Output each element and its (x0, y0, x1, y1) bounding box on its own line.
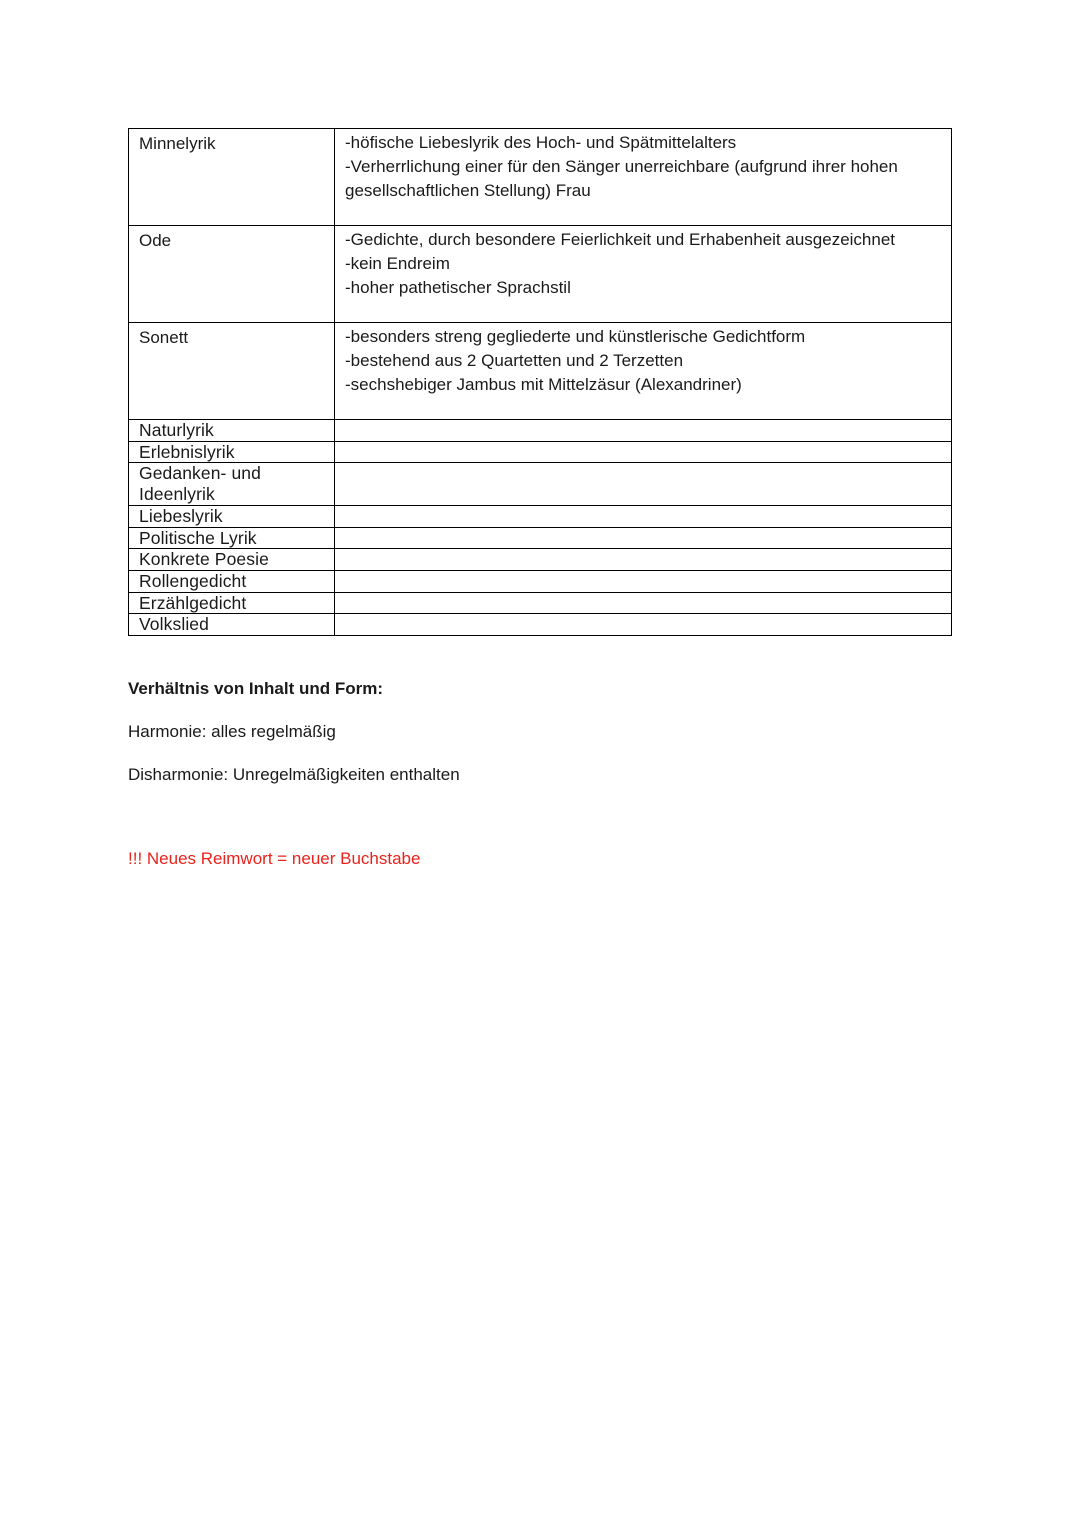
term-cell: Ode (129, 226, 335, 323)
empty-definition-cell (335, 614, 952, 636)
definition-line: -bestehend aus 2 Quartetten und 2 Terzetten (345, 351, 684, 370)
empty-definition-cell (335, 549, 952, 571)
empty-definition-cell (335, 592, 952, 614)
definition-cell (335, 323, 952, 420)
definition-line: -Verherrlichung einer für den Sänger unerreichbare (aufgrund ihrer hohen gesellschaftlichen Stellung) Frau (345, 157, 898, 200)
red-note: !!! Neues Reimwort = neuer Buchstabe (128, 849, 421, 868)
term-cell: Gedanken- und Ideenlyrik (129, 463, 335, 506)
harmonie-text: Harmonie: alles regelmäßig (128, 722, 336, 741)
definition-line: -höfische Liebeslyrik des Hoch- und Spätmittelalters (345, 133, 737, 152)
table-row (129, 129, 952, 226)
table-row (129, 441, 952, 463)
empty-definition-cell (335, 527, 952, 549)
table-row (129, 549, 952, 571)
table-row (129, 420, 952, 442)
empty-definition-cell (335, 463, 952, 506)
term-cell: Liebeslyrik (129, 506, 335, 528)
table-row (129, 592, 952, 614)
term-cell: Naturlyrik (129, 420, 335, 442)
table-row (129, 323, 952, 420)
table-row (129, 226, 952, 323)
term-cell: Politische Lyrik (129, 527, 335, 549)
definition-line: -kein Endreim (345, 254, 450, 273)
term-cell: Konkrete Poesie (129, 549, 335, 571)
definition-line: -Gedichte, durch besondere Feierlichkeit und Erhabenheit ausgezeichnet (345, 230, 896, 249)
empty-definition-cell (335, 570, 952, 592)
term-cell: Erzählgedicht (129, 592, 335, 614)
definition-line: -besonders streng gegliederte und künstlerische Gedichtform (345, 327, 806, 346)
empty-definition-cell (335, 441, 952, 463)
term-cell: Erlebnislyrik (129, 441, 335, 463)
disharmonie-text: Disharmonie: Unregelmäßigkeiten enthalten (128, 765, 460, 784)
definition-cell (335, 226, 952, 323)
term-cell: Volkslied (129, 614, 335, 636)
table-row (129, 527, 952, 549)
definition-cell (335, 129, 952, 226)
section-heading: Verhältnis von Inhalt und Form: (128, 679, 384, 698)
table-row (129, 614, 952, 636)
term-cell: Minnelyrik (129, 129, 335, 226)
table-row (129, 463, 952, 506)
empty-definition-cell (335, 506, 952, 528)
definition-line: -hoher pathetischer Sprachstil (345, 278, 571, 297)
table-row (129, 570, 952, 592)
definition-line: -sechshebiger Jambus mit Mittelzäsur (Alexandriner) (345, 375, 742, 394)
lyrik-forms-table (128, 128, 952, 636)
term-cell: Sonett (129, 323, 335, 420)
term-cell: Rollengedicht (129, 570, 335, 592)
table-row (129, 506, 952, 528)
empty-definition-cell (335, 420, 952, 442)
